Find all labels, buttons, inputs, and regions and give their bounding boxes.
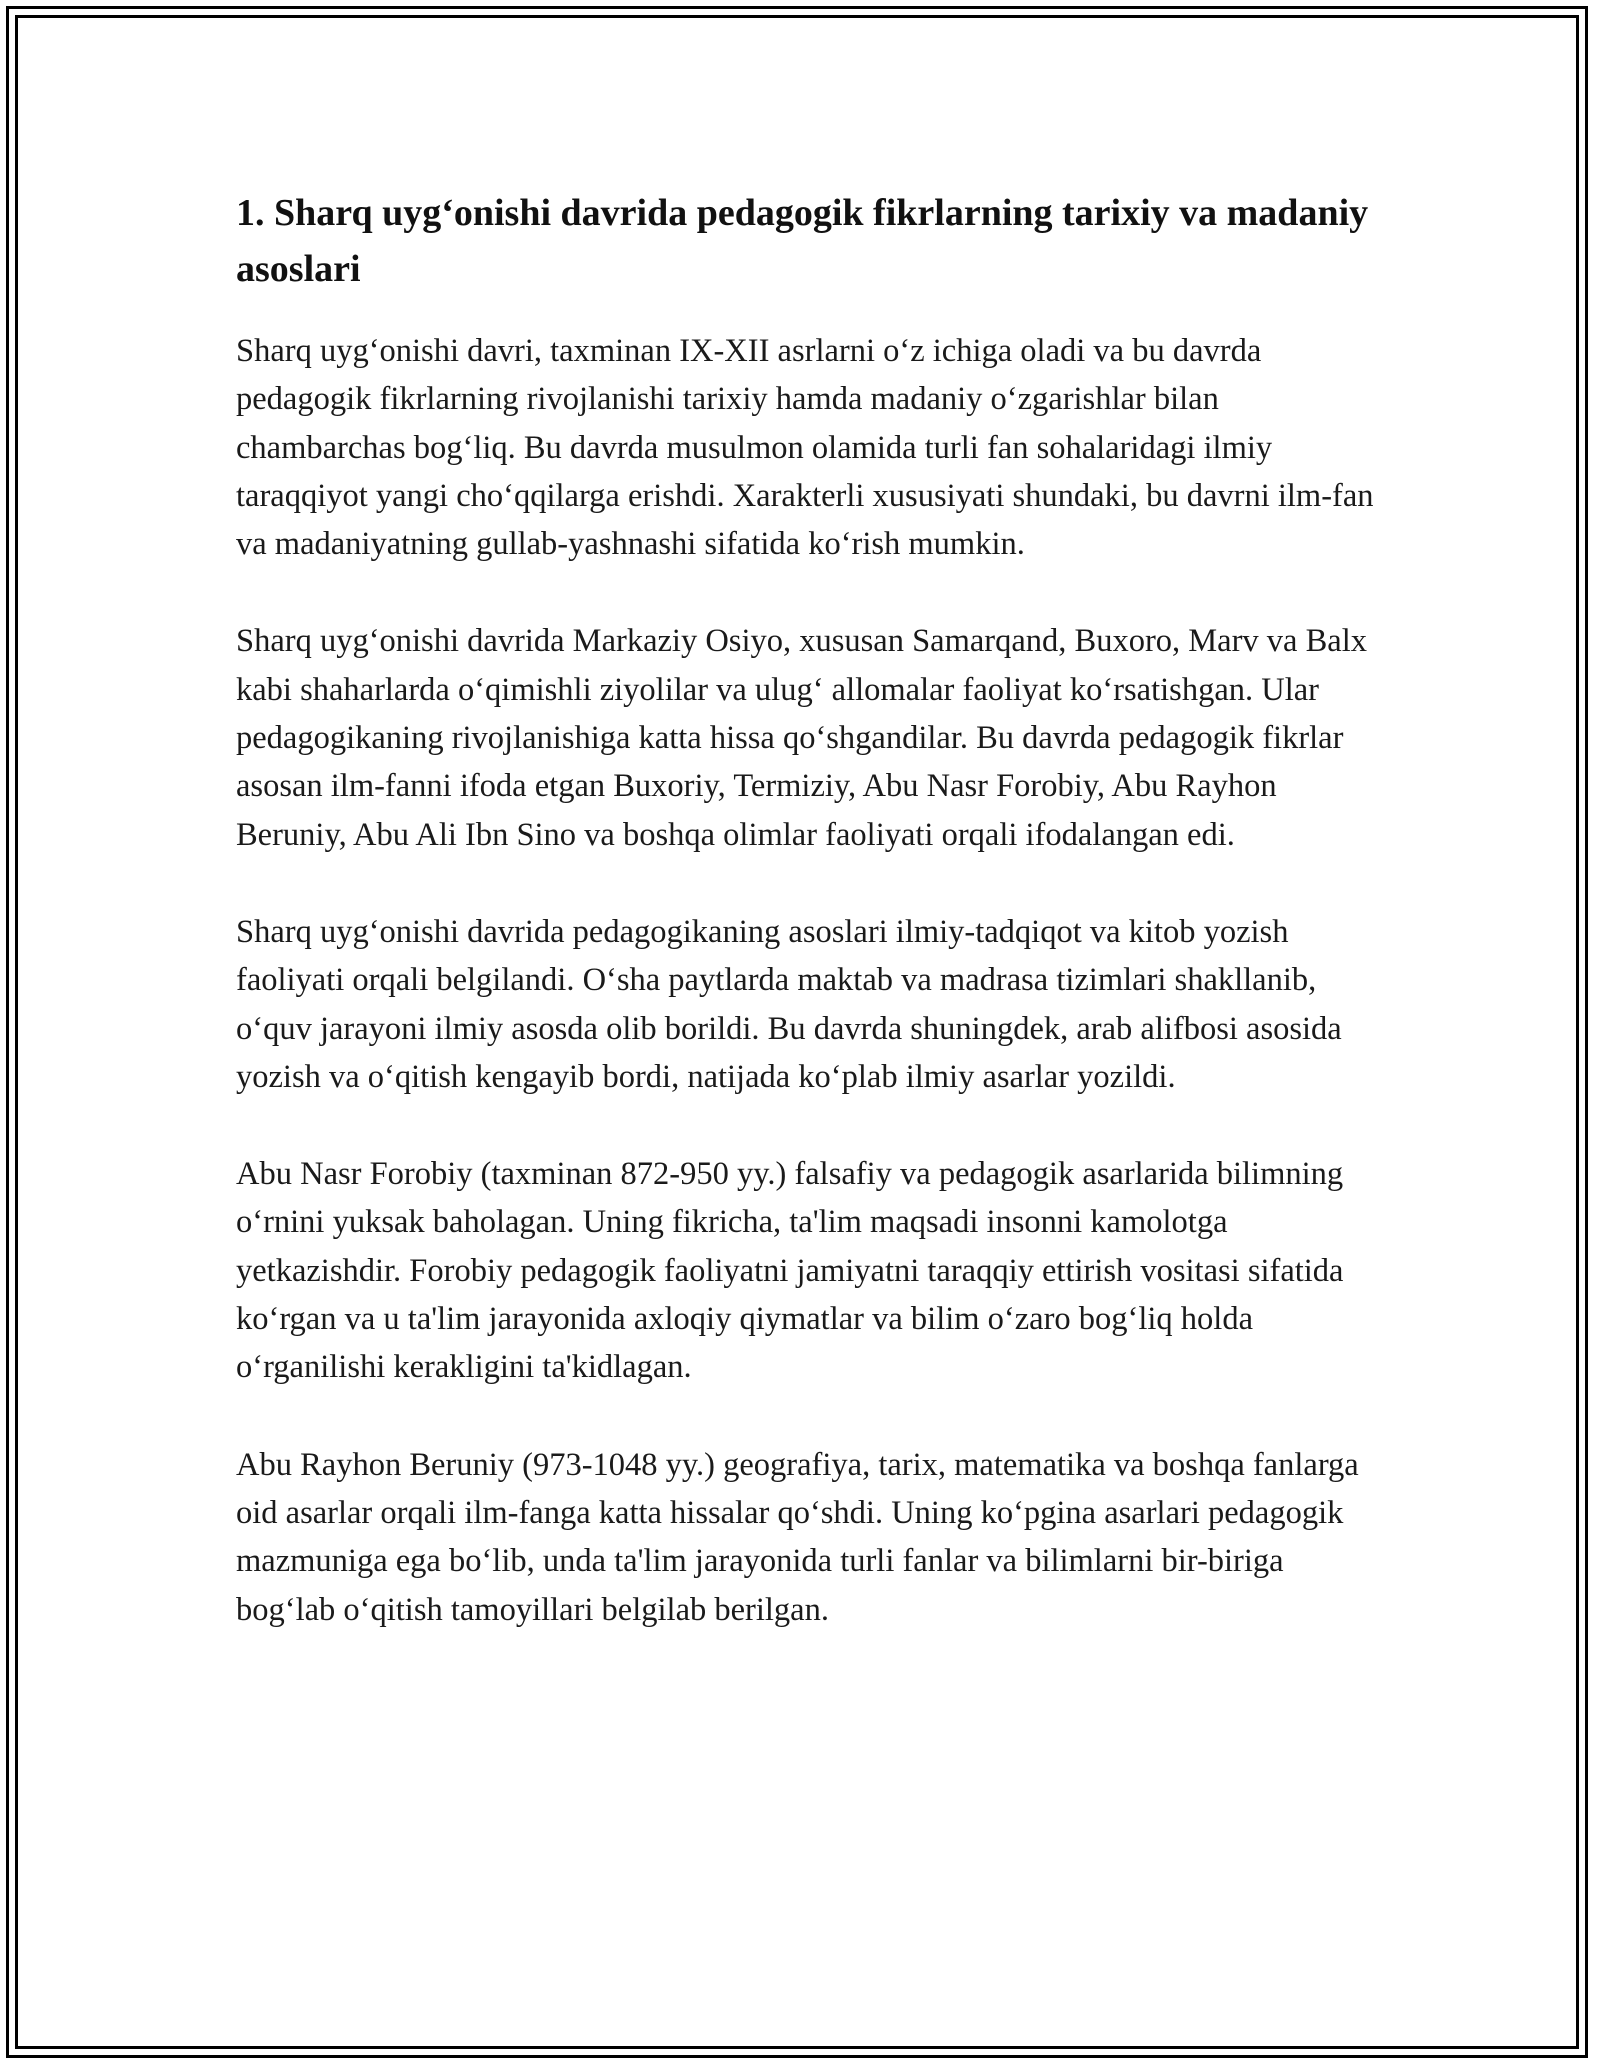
- paragraph-2: Sharq uyg‘onishi davrida Markaziy Osiyo, xususan Samarqand, Buxoro, Marv va Balx kabi shaharlarda o‘qimishli ziyolilar va ulug‘ allomalar faoliyat ko‘rsatishgan. Ular pedagogikaning rivojlanishiga katta hissa qo‘shgandilar. Bu davrda pedagogik fikrlar asosan ilm-fanni ifoda etgan Buxoriy, Termiziy, Abu Nasr Forobiy, Abu Rayhon Beruniy, Abu Ali Ibn Sino va boshqa olimlar faoliyati orqali ifodalangan edi.: [236, 623, 1367, 853]
- document-body: [236, 185, 1376, 1683]
- section-title: 1. Sharq uyg‘onishi davrida pedagogik fikrlarning tarixiy va madaniy asoslari: [236, 192, 1369, 290]
- paragraph-4: Abu Nasr Forobiy (taxminan 872-950 yy.) falsafiy va pedagogik asarlarida bilimning o‘rnini yuksak baholagan. Uning fikricha, ta'lim maqsadi insonni kamolotga yetkazishdir. Forobiy pedagogik faoliyatni jamiyatni taraqqiy ettirish vositasi sifatida ko‘rgan va u ta'lim jarayonida axloqiy qiymatlar va bilim o‘zaro bog‘liq holda o‘rganilishi kerakligini ta'kidlagan.: [236, 1156, 1344, 1386]
- paragraph-5: Abu Rayhon Beruniy (973-1048 yy.) geografiya, tarix, matematika va boshqa fanlarga oid asarlar orqali ilm-fanga katta hissalar qo‘shdi. Uning ko‘pgina asarlari pedagogik mazmuniga ega bo‘lib, unda ta'lim jarayonida turli fanlar va bilimlarni bir-biriga bog‘lab o‘qitish tamoyillari belgilab berilgan.: [236, 1446, 1359, 1628]
- paragraph-1: Sharq uyg‘onishi davri, taxminan IX-XII asrlarni o‘z ichiga oladi va bu davrda pedagogik fikrlarning rivojlanishi tarixiy hamda madaniy o‘zgarishlar bilan chambarchas bog‘liq. Bu davrda musulmon olamida turli fan sohalaridagi ilmiy taraqqiyot yangi cho‘qqilarga erishdi. Xarakterli xususiyati shundaki, bu davrni ilm-fan va madaniyatning gullab-yashnashi sifatida ko‘rish mumkin.: [236, 333, 1374, 563]
- paragraph-3: Sharq uyg‘onishi davrida pedagogikaning asoslari ilmiy-tadqiqot va kitob yozish faoliyati orqali belgilandi. O‘sha paytlarda maktab va madrasa tizimlari shakllanib, o‘quv jarayoni ilmiy asosda olib borildi. Bu davrda shuningdek, arab alifbosi asosida yozish va o‘qitish kengayib bordi, natijada ko‘plab ilmiy asarlar yozildi.: [236, 913, 1342, 1095]
